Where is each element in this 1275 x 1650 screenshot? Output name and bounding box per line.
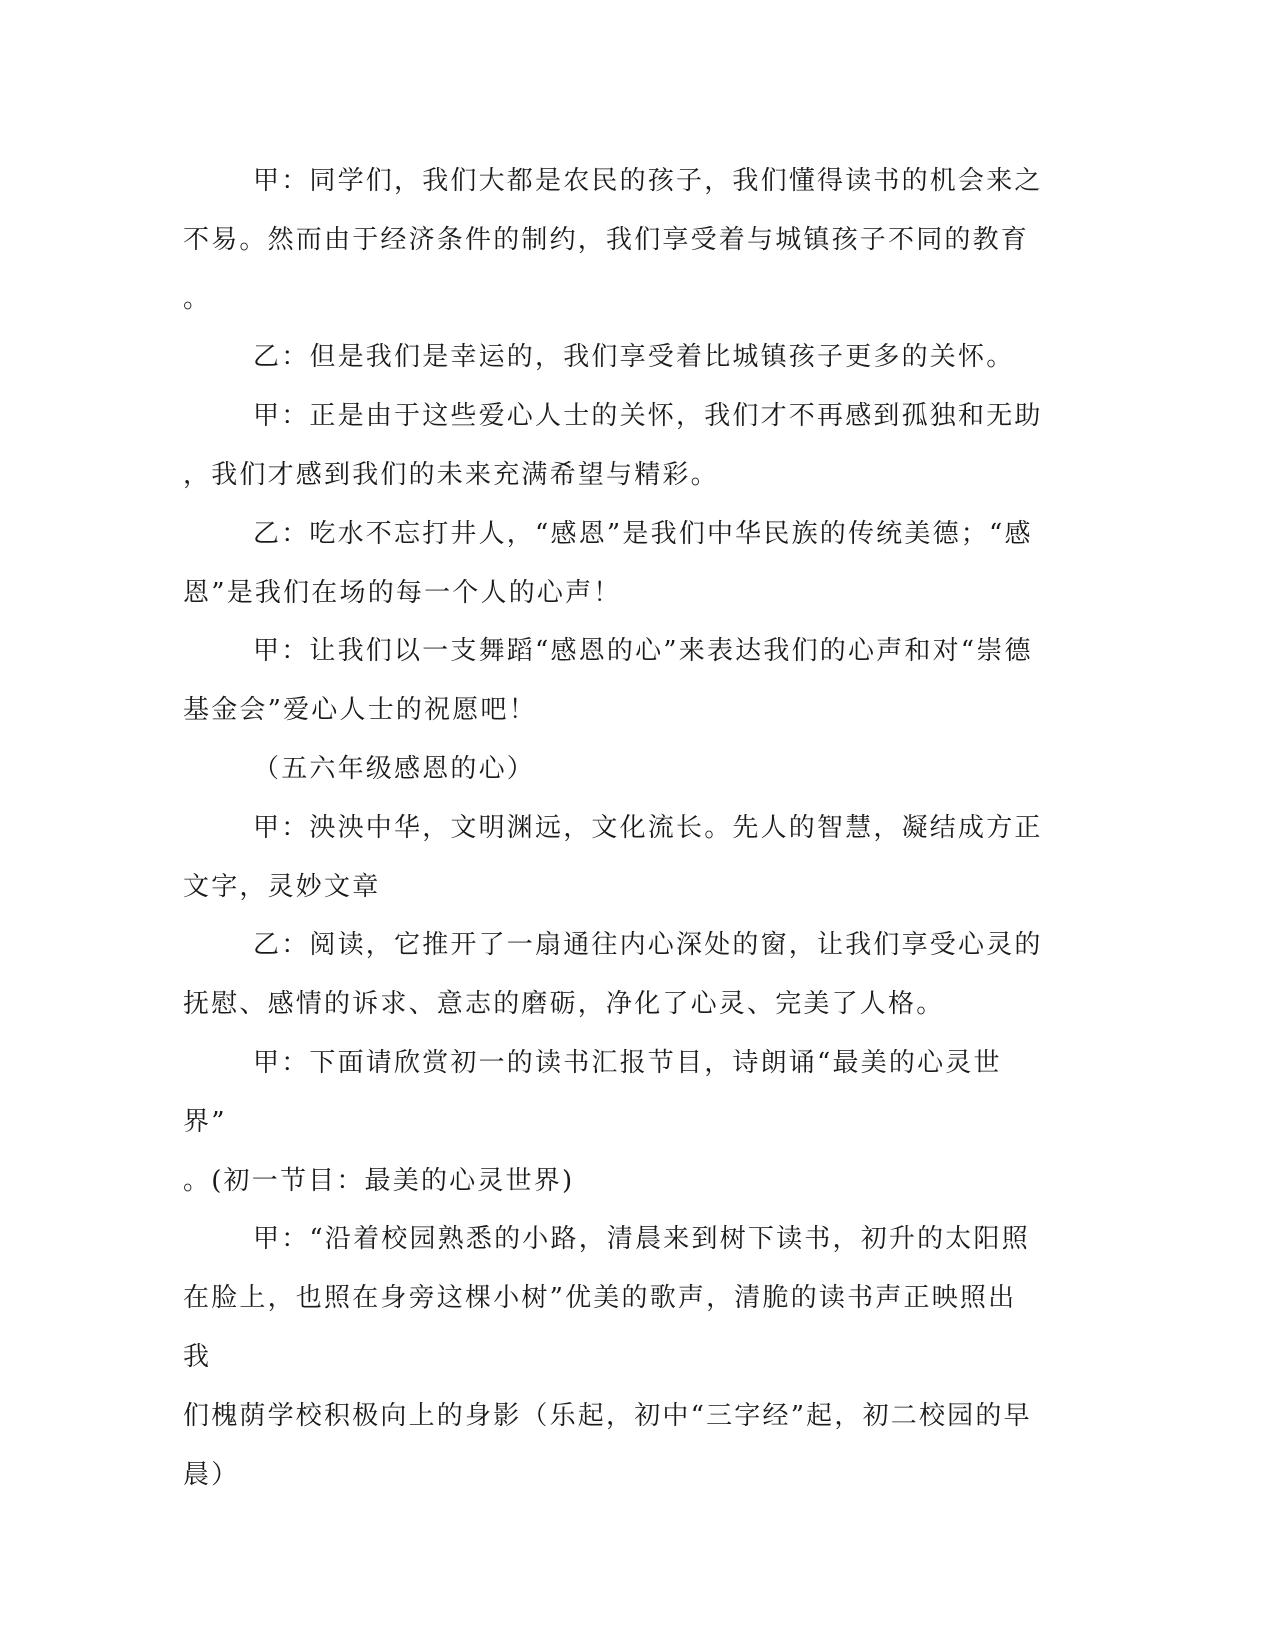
paragraph: 乙：吃水不忘打井人，“感恩”是我们中华民族的传统美德；“感 恩”是我们在场的每一个人的心声！ [183,518,1033,608]
paragraph: 甲：同学们，我们大都是农民的孩子，我们懂得读书的机会来之 不易。然而由于经济条件的制约，我们享受着与城镇孩子不同的教育 。 [183,166,1043,314]
paragraph: 甲：正是由于这些爱心人士的关怀，我们才不再感到孤独和无助 ，我们才感到我们的未来充满希望与精彩。 [183,401,1043,490]
stage-direction: （五六年级感恩的心） [253,753,536,784]
paragraph: 甲：“沿着校园熟悉的小路，清晨来到树下读书，初升的太阳照 在脸上，也照在身旁这棵小树”优美的歌声，清脆的读书声正映照出我 们槐荫学校积极向上的身影（乐起，初中“三字经”起，初二校园的早 晨） [183,1224,1032,1490]
paragraph: 甲：泱泱中华，文明渊远，文化流长。先人的智慧，凝结成方正 文字，灵妙文章 [183,812,1043,902]
paragraph: 甲：下面请欣赏初一的读书汇报节目，诗朗诵“最美的心灵世界” 。(初一节目：最美的心灵世界) [183,1047,1002,1196]
paragraph: 乙：阅读，它推开了一扇通往内心深处的窗，让我们享受心灵的 抚慰、感情的诉求、意志的磨砺，净化了心灵、完美了人格。 [183,930,1043,1020]
paragraph: 甲：让我们以一支舞蹈“感恩的心”来表达我们的心声和对“崇德 基金会”爱心人士的祝愿吧！ [183,636,1033,726]
document-body [183,152,1043,1504]
paragraph: 乙：但是我们是幸运的，我们享受着比城镇孩子更多的关怀。 [253,342,1015,373]
